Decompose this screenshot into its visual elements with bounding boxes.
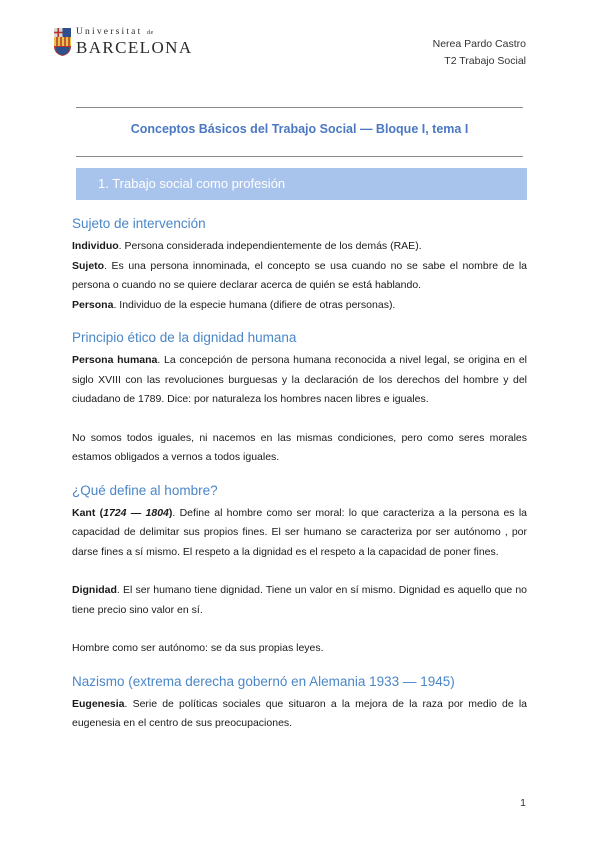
paragraph: Individuo. Persona considerada independientemente de los demás (RAE). [72,240,422,252]
term: Kant (1724 — 1804) [72,506,173,519]
university-logo [54,28,193,56]
page-number: 1 [520,797,526,809]
heading-nazismo: Nazismo (extrema derecha gobernó en Alemania 1933 — 1945) [72,673,455,689]
section-header-label: 1. Trabajo social como profesión [98,176,286,191]
heading-sujeto: Sujeto de intervención [72,216,206,231]
document-title: Conceptos Básicos del Trabajo Social — Bloque I, tema I [130,122,469,136]
document-body [72,214,527,734]
paragraph: Sujeto. Es una persona innominada, el concepto se usa cuando no se sabe el nombre de la persona o cuando no se quiere declarar acerca de quién se está hablando. [72,259,527,291]
paragraph: Dignidad. El ser humano tiene dignidad. Tiene un valor en sí mismo. Dignidad es aquello que no tiene precio sino valor en sí. [72,584,527,616]
heading-dignidad: Principio ético de la dignidad humana [72,330,297,345]
paragraph: Eugenesia. Serie de políticas sociales que situaron a la mejora de la raza por medio de la eugenesia en el centro de sus preocupaciones. [72,697,527,729]
kant-years: 1724 — 1804 [103,506,169,519]
header-info [433,36,526,70]
section-header [76,168,527,200]
author-name: Nerea Pardo Castro [432,38,526,50]
paragraph: Persona humana. La concepción de persona humana reconocida a nivel legal, se origina en el siglo XVIII con las revoluciones burguesas y la declaración de los derechos del hombre y del ciudadano de 1789. Dice: por naturaleza los hombres nacen libres e iguales. [72,354,527,405]
term: Sujeto [72,259,105,272]
paragraph: Persona. Individuo de la especie humana (difiere de otras personas). [72,298,396,311]
title-divider [76,156,523,157]
university-name-top: Universitat de [76,27,154,38]
university-shield-icon [54,28,71,56]
term: Eugenesia [72,697,125,710]
university-name-bottom: BARCELONA [76,37,193,57]
term: Persona humana [72,354,158,366]
term: Persona [72,298,114,311]
heading-hombre: ¿Qué define al hombre? [72,482,218,498]
paragraph: Hombre como ser autónomo: se da sus propias leyes. [72,642,324,654]
paragraph: Kant (1724 — 1804). Define al hombre como ser moral: lo que caracteriza a la persona es la capacidad de delimitar sus propios fines. El ser humano se caracteriza por ser autónomo , por darse fines a sí mismo. El respeto a la dignidad es el respeto a la capacidad de poner fines. [72,506,527,558]
top-divider [76,107,523,108]
paragraph: No somos todos iguales, ni nacemos en las mismas condiciones, pero como seres morales estamos obligados a vernos a todos iguales. [72,431,527,463]
course-name: T2 Trabajo Social [444,55,526,67]
term: Individuo [72,240,119,252]
term: Dignidad [72,584,117,596]
